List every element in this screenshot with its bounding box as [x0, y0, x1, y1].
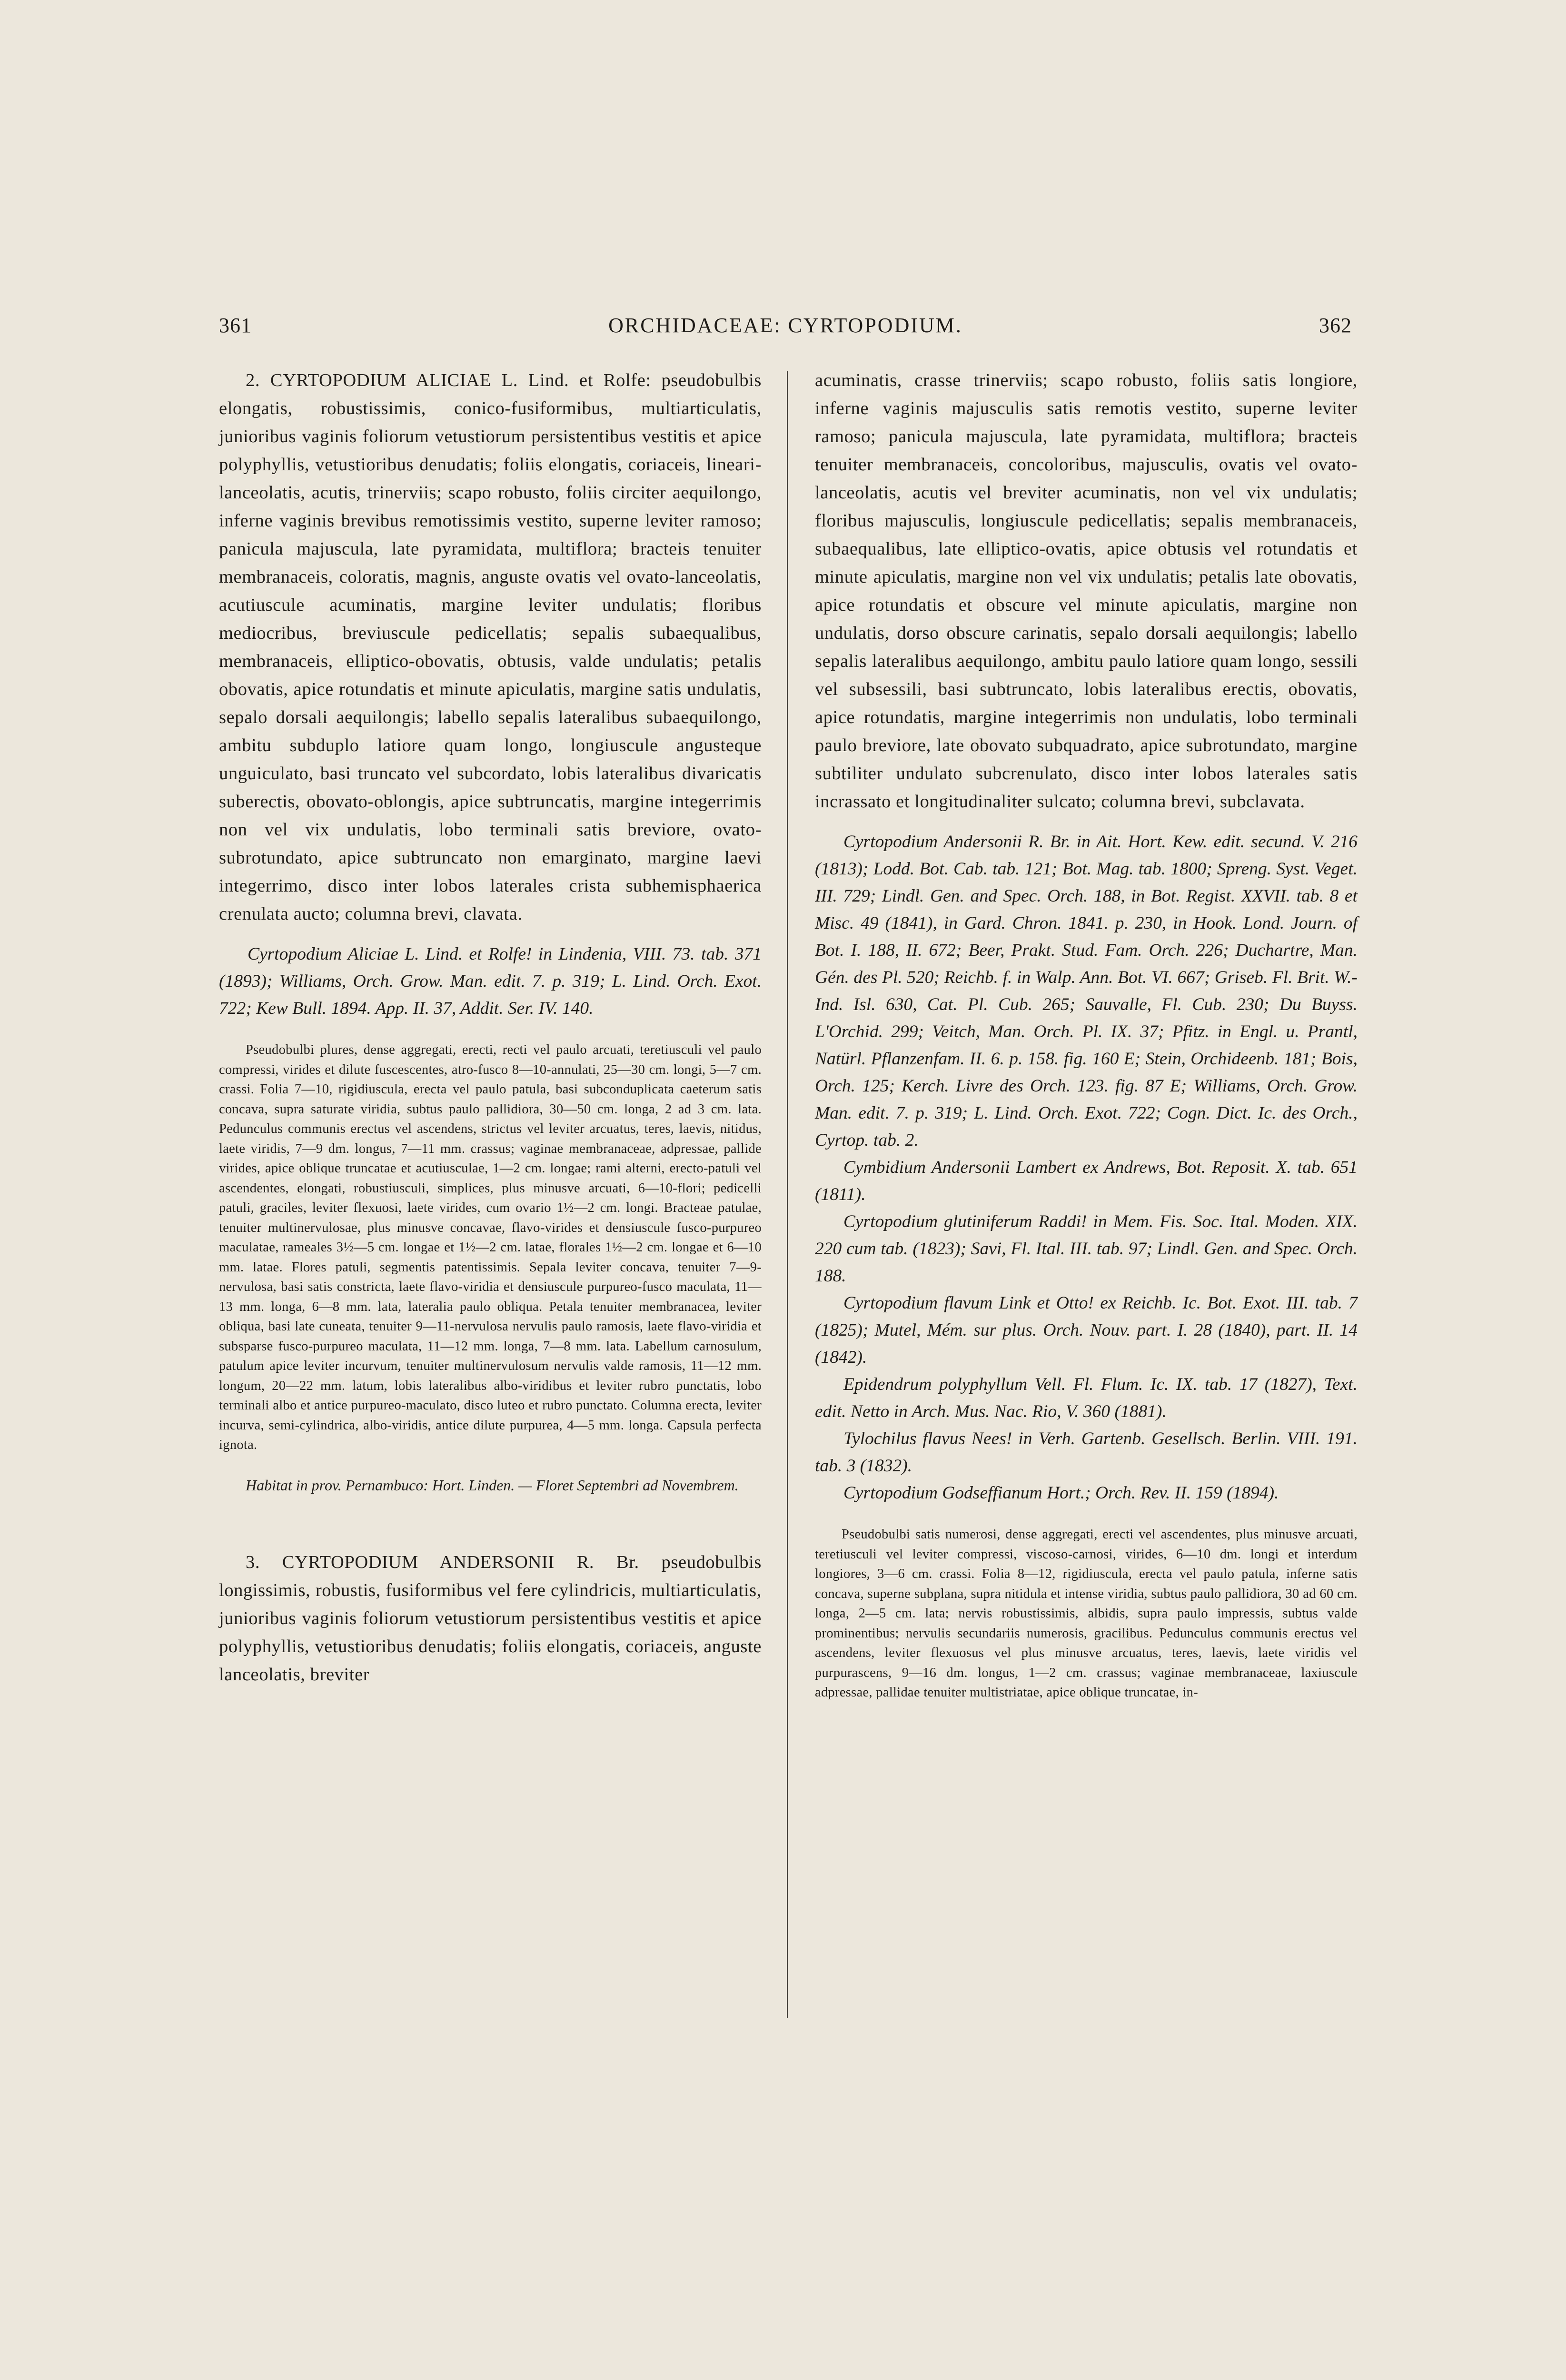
- species-2-habitat: Habitat in prov. Pernambuco: Hort. Linden. — Floret Septembri ad Novembrem.: [246, 1476, 739, 1494]
- species-3-heading: 3. CYRTOPODIUM ANDERSONII R. Br.: [246, 1552, 639, 1572]
- species-3-description: Pseudobulbi satis numerosi, dense aggregati, erecti vel ascendentes, plus minusve arcuati, teretiusculi vel leviter compressi, viscoso-carnosi, virides, 6—10 dm. longi et interdum longiores, 3—6 cm. crassi. Folia 8—12, rigidiuscula, erecta vel paulo patula, inferne satis concava, superne subplana, supra nitidula et intense viridia, subtus paulo pallidiora, 30 ad 60 cm. longa, 2—5 cm. lata; nervis robustissimis, albidis, supra paulo impressis, subtus valde prominentibus; nervulis secundariis numerosis, gracilibus. Pedunculus communis erectus vel ascendens, leviter flexuosus vel plus minusve arcuatus, teres, laevis, laete viridis vel purpurascens, 9—16 dm. longus, 1—2 cm. crassus; vaginae membranaceae, laxiuscule adpressae, pallidae tenuiter multistriatae, apice oblique truncatae, in-: [815, 1527, 1358, 1700]
- column-divider: [787, 371, 788, 2018]
- species-2-diagnosis: pseudobulbis elongatis, robustissimis, conico-fusiformibus, multiarticulatis, junioribus vaginis foliorum vetustiorum persistentibus vestitis et apice polyphyllis, vetustioribus denudatis; foliis elongatis, coriaceis, lineari-lanceolatis, acutis, trinerviis; scapo robusto, foliis circiter aequilongo, inferne vaginis brevibus remotissimis vestito, superne leviter ramoso; panicula majuscula, late pyramidata, multiflora; bracteis tenuiter membranaceis, coloratis, magnis, anguste ovatis vel ovato-lanceolatis, acutiuscule acuminatis, margine leviter undulatis; floribus mediocribus, breviuscule pedicellatis; sepalis subaequalibus, membranaceis, elliptico-obovatis, obtusis, valde undulatis; petalis obovatis, apice rotundatis et minute apiculatis, margine satis undulatis, sepalo dorsali aequilongis; labello sepalis lateralibus subaequilongo, ambitu subduplo latiore quam longo, longiuscule angusteque unguiculato, basi truncato vel subcordato, lobis lateralibus divaricatis suberectis, obovato-oblongis, apice subtruncatis, margine integerrimis non vel vix undulatis, lobo terminali satis breviore, ovato-subrotundato, apice subtruncato non emarginato, margine laevi integerrimo, disco inter lobos laterales crista subhemisphaerica crenulata aucto; columna brevi, clavata.: [219, 370, 762, 924]
- synonymy-entry: Epidendrum polyphyllum Vell. Fl. Flum. Ic. IX. tab. 17 (1827), Text. edit. Netto in Arch. Mus. Nac. Rio, V. 360 (1881).: [815, 1375, 1358, 1421]
- left-column: [219, 367, 762, 1689]
- running-title: ORCHIDACEAE: CYRTOPODIUM.: [608, 314, 962, 337]
- species-3-diagnosis-start: pseudobulbis longissimis, robustis, fusiformibus vel fere cylindricis, multiarticulatis, junioribus vaginis foliorum vetustiorum persistentibus vestitis et apice polyphyllis, vetustioribus denudatis; foliis elongatis, coriaceis, anguste lanceolatis, breviter: [219, 1552, 762, 1685]
- synonymy-entry: Cyrtopodium Andersonii R. Br. in Ait. Hort. Kew. edit. secund. V. 216 (1813); Lodd. Bot. Cab. tab. 121; Bot. Mag. tab. 1800; Spreng. Syst. Veget. III. 729; Lindl. Gen. and Spec. Orch. 188, in Bot. Regist. XXVII. tab. 8 et Misc. 49 (1841), in Gard. Chron. 1841. p. 230, in Hook. Lond. Journ. of Bot. I. 188, II. 672; Beer, Prakt. Stud. Fam. Orch. 226; Duchartre, Man. Gén. des Pl. 520; Reichb. f. in Walp. Ann. Bot. VI. 667; Griseb. Fl. Brit. W.-Ind. Isl. 630, Cat. Pl. Cub. 265; Sauvalle, Fl. Cub. 230; Du Buyss. L'Orchid. 299; Veitch, Man. Orch. Pl. IX. 37; Pfitz. in Engl. u. Prantl, Natürl. Pflanzenfam. II. 6. p. 158. fig. 160 E; Stein, Orchideenb. 181; Bois, Orch. 125; Kerch. Livre des Orch. 123. fig. 87 E; Williams, Orch. Grow. Man. edit. 7. p. 319; L. Lind. Orch. Exot. 722; Cogn. Dict. Ic. des Orch., Cyrtop. tab. 2.: [815, 832, 1358, 1150]
- species-3-entry: [219, 1548, 762, 1689]
- synonymy-entry: Cyrtopodium glutiniferum Raddi! in Mem. Fis. Soc. Ital. Moden. XIX. 220 cum tab. (1823); Savi, Fl. Ital. III. tab. 97; Lindl. Gen. and Spec. Orch. 188.: [815, 1212, 1358, 1286]
- running-header: [219, 313, 1352, 347]
- species-2-synonymy: Cyrtopodium Aliciae L. Lind. et Rolfe! in Lindenia, VIII. 73. tab. 371 (1893); Williams, Orch. Grow. Man. edit. 7. p. 319; L. Lind. Orch. Exot. 722; Kew Bull. 1894. App. II. 37, Addit. Ser. IV. 140.: [219, 944, 762, 1018]
- species-2-description: Pseudobulbi plures, dense aggregati, erecti, recti vel paulo arcuati, teretiusculi vel paulo compressi, virides et dilute fuscescentes, atro-fusco 8—10-annulati, 25—30 cm. longi, 5—7 cm. crassi. Folia 7—10, rigidiuscula, erecta vel paulo patula, basi subconduplicata caeterum satis concava, supra saturate viridia, subtus paulo pallidiora, 30—50 cm. longa, 2 ad 3 cm. lata. Pedunculus communis erectus vel ascendens, strictus vel leviter arcuatus, teres, laevis, nitidus, laete viridis, 7—9 dm. longus, 7—11 mm. crassus; vaginae membranaceae, adpressae, pallide virides, apice oblique truncatae et acutiusculae, 1—2 cm. longae; rami alterni, erecto-patuli vel ascendentes, elongati, robustiusculi, simplices, plus minusve arcuati, 6—10-flori; pedicelli patuli, graciles, leviter flexuosi, laete virides, cum ovario 1½—2 cm. longi. Bracteae patulae, tenuiter multinervulosae, plus minusve concavae, flavo-virides et densiuscule fusco-purpureo maculatae, rameales 3½—5 cm. longae et 1½—2 cm. latae, florales 1½—2 cm. longae et 6—10 mm. latae. Flores patuli, segmentis patentissimis. Sepala leviter concava, tenuiter 7—9-nervulosa, basi satis constricta, laete flavo-viridia et densiuscule purpureo-fusco maculata, 11—13 mm. longa, 6—8 mm. lata, lateralia paulo obliqua. Petala tenuiter membranacea, leviter obliqua, basi late cuneata, tenuiter 9—11-nervulosa nervulis paulo ramosis, laete flavo-viridia et subsparse fusco-purpureo maculata, 11—12 mm. longa, 7—8 mm. lata. Labellum carnosulum, patulum apice leviter incurvum, tenuiter multinervulosum nervulis valde ramosis, 11—12 mm. longum, 20—22 mm. latum, lobis lateralibus albo-viridibus et leviter rubro punctatis, lobo terminali albo et antice purpureo-maculato, disco luteo et rubro punctato. Columna erecta, leviter incurva, semi-cylindrica, albo-viridis, antice dilute purpurea, 4—5 mm. longa. Capsula perfecta ignota.: [219, 1042, 762, 1452]
- synonymy-entry: Tylochilus flavus Nees! in Verh. Gartenb. Gesellsch. Berlin. VIII. 191. tab. 3 (1832).: [815, 1429, 1358, 1476]
- synonymy-entry: Cyrtopodium flavum Link et Otto! ex Reichb. Ic. Bot. Exot. III. tab. 7 (1825); Mutel, Mém. sur plus. Orch. Nouv. part. I. 28 (1840), part. II. 14 (1842).: [815, 1293, 1358, 1367]
- synonymy-entry: Cyrtopodium Godseffianum Hort.; Orch. Rev. II. 159 (1894).: [843, 1483, 1279, 1503]
- right-column: [815, 367, 1358, 1703]
- synonymy-entry: Cymbidium Andersonii Lambert ex Andrews, Bot. Reposit. X. tab. 651 (1811).: [815, 1158, 1358, 1204]
- species-3-diagnosis-continued: acuminatis, crasse trinerviis; scapo robusto, foliis satis longiore, inferne vaginis majusculis satis remotis vestito, superne leviter ramoso; panicula majuscula, late pyramidata, multiflora; bracteis tenuiter membranaceis, concoloribus, majusculis, ovatis vel ovato-lanceolatis, acutis vel breviter acuminatis, non vel vix undulatis; floribus majusculis, longiuscule pedicellatis; sepalis membranaceis, subaequalibus, late elliptico-ovatis, apice obtusis vel rotundatis et minute apiculatis, margine non vel vix undulatis; petalis late obovatis, apice rotundatis et obscure vel minute apiculatis, margine non undulatis, dorso obscure carinatis, sepalo dorsali aequilongis; labello sepalis lateralibus aequilongo, ambitu paulo latiore quam longo, sessili vel subsessili, basi subtruncato, lobis lateralibus erectis, obovatis, apice rotundatis, margine integerrimis non undulatis, lobo terminali paulo breviore, late obovato subquadrato, apice subrotundato, margine subtiliter undulato subcrenulato, disco inter lobos laterales satis incrassato et longitudinaliter sulcato; columna brevi, subclavata.: [815, 370, 1358, 812]
- page-number-right: 362: [1319, 314, 1352, 337]
- species-2-heading: 2. CYRTOPODIUM ALICIAE L. Lind. et Rolfe:: [246, 370, 651, 390]
- page-number-left: 361: [219, 314, 252, 337]
- species-2-entry: [219, 367, 762, 928]
